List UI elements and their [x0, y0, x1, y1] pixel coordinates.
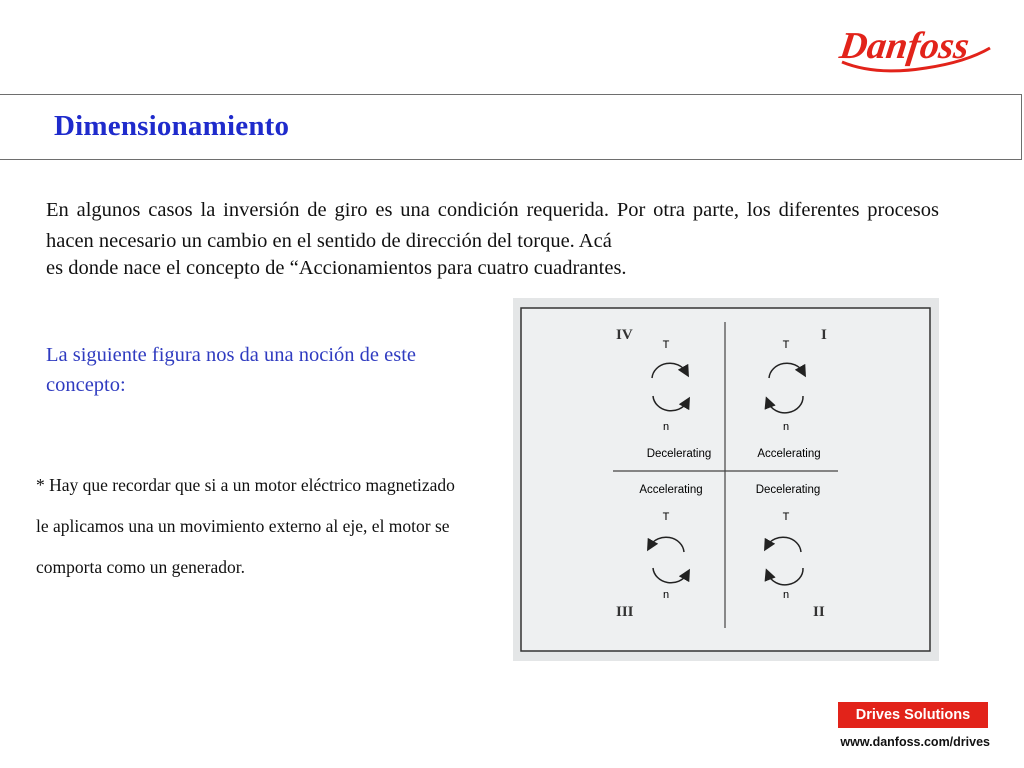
- torque-label: T: [662, 511, 670, 523]
- page-title: Dimensionamiento: [54, 110, 290, 142]
- state-label: Accelerating: [757, 448, 821, 460]
- intro-paragraph-last-line: es donde nace el concepto de “Accionamientos para cuatro cuadrantes.: [46, 257, 627, 279]
- four-quadrant-figure: [513, 298, 939, 661]
- speed-label: n: [782, 421, 790, 433]
- figure-caption: La siguiente figura nos da una noción de este concepto:: [46, 344, 417, 396]
- quadrant-label: III: [616, 604, 634, 620]
- svg-text:Danfoss: Danfoss: [837, 25, 972, 67]
- state-label: Decelerating: [646, 448, 712, 460]
- state-label: Accelerating: [639, 484, 703, 496]
- speed-label: n: [662, 421, 670, 433]
- torque-label: T: [782, 339, 790, 351]
- state-label: Decelerating: [755, 484, 821, 496]
- torque-label: T: [662, 339, 670, 351]
- intro-paragraph: En algunos casos la inversión de giro es una condición requerida. Por otra parte, los diferentes procesos hacen necesario un cambio en el sentido de dirección del torque. Acá: [46, 199, 939, 252]
- quadrant-label: I: [821, 327, 827, 343]
- drives-solutions-badge: Drives Solutions: [838, 702, 988, 728]
- footer-url: www.danfoss.com/drives: [840, 735, 990, 749]
- speed-label: n: [662, 589, 670, 601]
- torque-label: T: [782, 511, 790, 523]
- danfoss-logo: [836, 18, 996, 78]
- four-quadrant-diagram: [513, 298, 939, 661]
- quadrant-label: II: [813, 604, 825, 620]
- quadrant-label: IV: [616, 327, 633, 343]
- generator-note: * Hay que recordar que si a un motor eléctrico magnetizado le aplicamos una un movimiento externo al eje, el motor se comporta como un generador.: [36, 475, 455, 577]
- speed-label: n: [782, 589, 790, 601]
